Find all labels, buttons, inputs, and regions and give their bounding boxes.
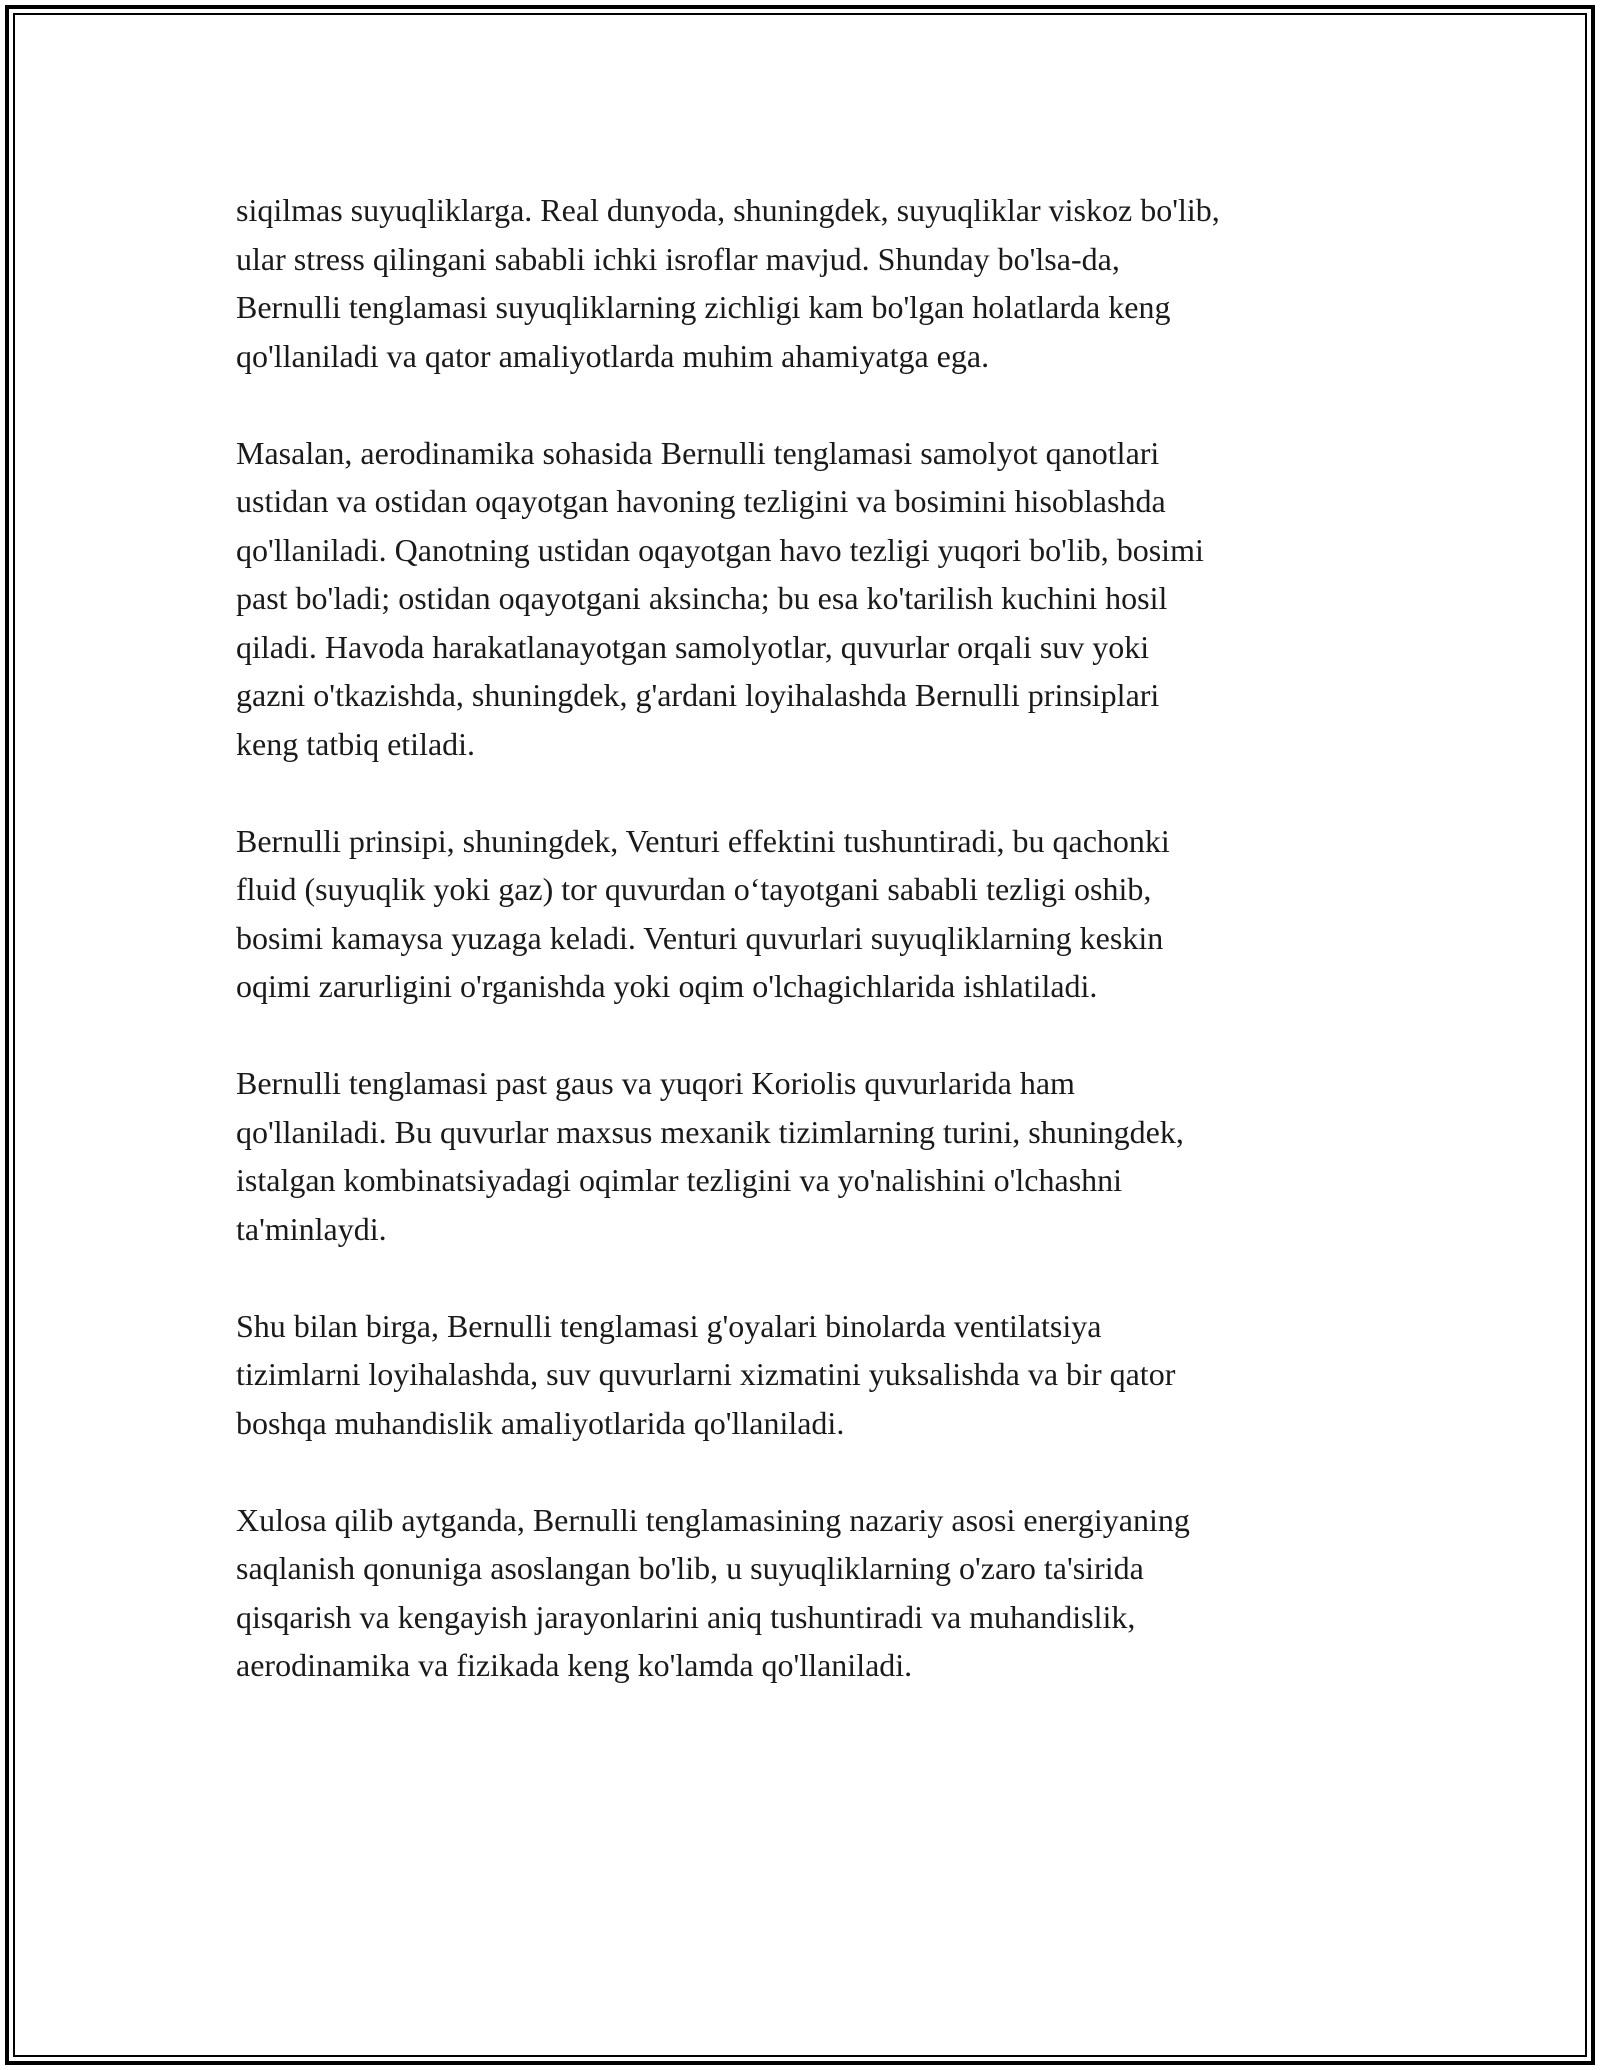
text-line: bosimi kamaysa yuzaga keladi. Venturi quvurlari suyuqliklarning keskin (236, 919, 1164, 956)
paragraph-3 (236, 817, 1366, 1011)
text-line: past bo'ladi; ostidan oqayotgani aksincha; bu esa ko'tarilish kuchini hosil (236, 580, 1168, 616)
text-line: qo'llaniladi va qator amaliyotlarda muhim ahamiyatga ega. (236, 337, 990, 374)
text-line: Shu bilan birga, Bernulli tenglamasi g'oyalari binolarda ventilatsiya (236, 1307, 1102, 1344)
text-line: istalgan kombinatsiyadagi oqimlar tezligini va yo'nalishini o'lchashni (236, 1162, 1123, 1198)
paragraph-5 (236, 1302, 1366, 1448)
paragraph-6 (236, 1496, 1366, 1690)
text-line: Xulosa qilib aytganda, Bernulli tenglamasining nazariy asosi energiyaning (236, 1501, 1190, 1538)
text-line: ular stress qilingani sababli ichki isroflar mavjud. Shunday bo'lsa-da, (236, 240, 1120, 277)
text-line: qo'llaniladi. Bu quvurlar maxsus mexanik tizimlarning turini, shuningdek, (236, 1113, 1184, 1150)
text-line: siqilmas suyuqliklarga. Real dunyoda, shuningdek, suyuqliklar viskoz bo'lib, (236, 192, 1220, 228)
text-line: fluid (suyuqlik yoki gaz) tor quvurdan o‘tayotgani sababli tezligi oshib, (236, 871, 1152, 907)
text-line: tizimlarni loyihalashda, suv quvurlarni xizmatini yuksalishda va bir qator (236, 1356, 1176, 1392)
text-line: qiladi. Havoda harakatlanayotgan samolyotlar, quvurlar orqali suv yoki (236, 628, 1150, 665)
text-line: oqimi zarurligini o'rganishda yoki oqim o'lchagichlarida ishlatiladi. (236, 968, 1098, 1004)
text-line: boshqa muhandislik amaliyotlarida qo'llaniladi. (236, 1404, 845, 1441)
paragraph-2 (236, 429, 1366, 769)
document-body (236, 186, 1366, 1738)
text-line: Bernulli tenglamasi suyuqliklarning zichligi kam bo'lgan holatlarda keng (236, 289, 1171, 325)
text-line: Bernulli tenglamasi past gaus va yuqori Koriolis quvurlarida ham (236, 1065, 1075, 1101)
text-line: gazni o'tkazishda, shuningdek, g'ardani loyihalashda Bernulli prinsiplari (236, 677, 1160, 713)
paragraph-1 (236, 186, 1366, 380)
text-line: saqlanish qonuniga asoslangan bo'lib, u suyuqliklarning o'zaro ta'sirida (236, 1550, 1144, 1586)
text-line: qisqarish va kengayish jarayonlarini aniq tushuntiradi va muhandislik, (236, 1598, 1136, 1635)
text-line: keng tatbiq etiladi. (236, 725, 476, 762)
paragraph-4 (236, 1059, 1366, 1253)
text-line: qo'llaniladi. Qanotning ustidan oqayotgan havo tezligi yuqori bo'lib, bosimi (236, 531, 1204, 568)
text-line: ta'minlaydi. (236, 1210, 387, 1247)
text-line: Masalan, aerodinamika sohasida Bernulli tenglamasi samolyot qanotlari (236, 434, 1160, 471)
text-line: ustidan va ostidan oqayotgan havoning tezligini va bosimini hisoblashda (236, 483, 1166, 519)
text-line: Bernulli prinsipi, shuningdek, Venturi effektini tushuntiradi, bu qachonki (236, 822, 1170, 859)
text-line: aerodinamika va fizikada keng ko'lamda qo'llaniladi. (236, 1647, 913, 1683)
